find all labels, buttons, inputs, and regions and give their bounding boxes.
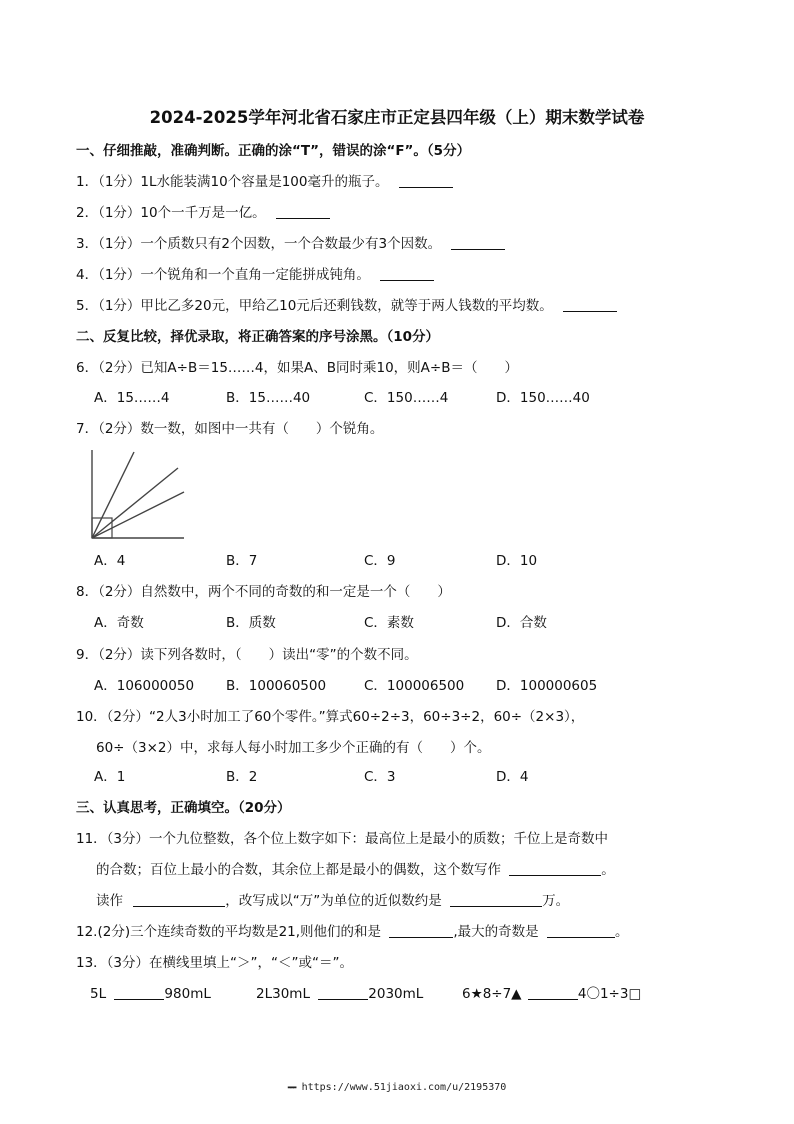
q8-option-b[interactable]: B．质数 [226, 615, 276, 631]
q11-read-blank[interactable] [133, 892, 225, 907]
q13-item-3-blank[interactable] [528, 985, 578, 1000]
question-13: 13．（3分）在横线里填上“＞”，“＜”或“＝”。 [76, 955, 353, 971]
q12-max-blank[interactable] [547, 923, 615, 938]
q13-item-3 [462, 985, 641, 1003]
q8-option-c[interactable]: C．素数 [364, 615, 414, 631]
question-1-text: 1．（1分）1L水能装满10个容量是100毫升的瓶子。 [76, 174, 389, 190]
q11-approx-label: ，改写成以“万”为单位的近似数约是 [225, 893, 442, 909]
answer-blank-5[interactable] [563, 297, 617, 312]
question-8: 8．（2分）自然数中，两个不同的奇数的和一定是一个（ ） [76, 584, 451, 600]
q6-option-b[interactable]: B．15……40 [226, 390, 311, 406]
question-2-text: 2．（1分）10个一千万是一亿。 [76, 205, 266, 221]
q9-option-c[interactable]: C．100006500 [364, 678, 465, 694]
question-12 [76, 923, 628, 941]
q10-option-a[interactable]: A．1 [94, 769, 126, 785]
page-title: 2024-2025学年河北省石家庄市正定县四年级（上）期末数学试卷 [149, 108, 645, 127]
ray-3 [92, 492, 184, 538]
question-11-line-1: 11．（3分）一个九位整数，各个位上数字如下：最高位上是最小的质数；千位上是奇数中 [76, 831, 609, 847]
question-4-text: 4．（1分）一个锐角和一个直角一定能拼成钝角。 [76, 267, 370, 283]
section-1-heading: 一、仔细推敲，准确判断。正确的涂“T”，错误的涂“F”。（5分） [76, 143, 471, 159]
section-2-heading: 二、反复比较，择优录取，将正确答案的序号涂黑。（10分） [76, 329, 440, 345]
answer-blank-2[interactable] [276, 204, 330, 219]
question-3 [76, 235, 505, 253]
answer-blank-3[interactable] [451, 235, 505, 250]
q11-line-2-text: 的合数；百位上最小的合数，其余位上都是最小的偶数，这个数写作 [96, 862, 501, 878]
question-11-line-2 [96, 861, 615, 879]
q13-item-1-right: 980mL [164, 986, 211, 1002]
q13-item-2-left: 2L30mL [256, 986, 310, 1002]
q9-option-a[interactable]: A．106000050 [94, 678, 195, 694]
q12-text: 12.(2分)三个连续奇数的平均数是21,则他们的和是 [76, 924, 382, 940]
question-6: 6．（2分）已知A÷B＝15……4，如果A、B同时乘10，则A÷B＝（ ） [76, 360, 518, 376]
q13-item-1 [90, 985, 211, 1003]
q13-item-1-left: 5L [90, 986, 107, 1002]
q6-option-d[interactable]: D．150……40 [496, 390, 590, 406]
footer [0, 1082, 794, 1093]
q11-unit-label: 万。 [542, 893, 570, 909]
q12-max-label: ,最大的奇数是 [453, 924, 539, 940]
q13-item-2-right: 2030mL [368, 986, 424, 1002]
question-10-line-2: 60÷（3×2）中，求每人每小时加工多少个正确的有（ ）个。 [96, 740, 491, 756]
section-3-heading: 三、认真思考，正确填空。（20分） [76, 800, 291, 816]
q6-option-a[interactable]: A．15……4 [94, 390, 170, 406]
question-4 [76, 266, 434, 284]
q13-item-2-blank[interactable] [318, 985, 368, 1000]
q11-written-number-blank[interactable] [509, 861, 601, 876]
q10-option-c[interactable]: C．3 [364, 769, 396, 785]
ray-1 [92, 452, 134, 538]
footer-url[interactable]: https://www.51jiaoxi.com/u/2195370 [301, 1082, 507, 1093]
q13-item-3-left: 6★8÷7▲ [462, 986, 522, 1002]
question-2 [76, 204, 330, 222]
question-11-line-3 [96, 892, 569, 910]
question-10-line-1: 10．（2分）“2人3小时加工了60个零件。”算式60÷2÷3，60÷3÷2，60÷（2×3）， [76, 709, 585, 725]
q8-option-d[interactable]: D．合数 [496, 615, 547, 631]
q13-item-3-right: 4〇1÷3□ [577, 986, 642, 1002]
q7-option-d[interactable]: D．10 [496, 553, 538, 569]
q10-option-b[interactable]: B．2 [226, 769, 258, 785]
ray-2 [92, 468, 178, 538]
q12-end: 。 [614, 924, 629, 940]
q9-option-d[interactable]: D．100000605 [496, 678, 598, 694]
q7-option-c[interactable]: C．9 [364, 553, 396, 569]
q13-item-2 [256, 985, 423, 1003]
q8-option-a[interactable]: A．奇数 [94, 615, 144, 631]
q11-read-label: 读作 [96, 893, 123, 909]
q12-sum-blank[interactable] [389, 923, 453, 938]
answer-blank-4[interactable] [380, 266, 434, 281]
q11-line-2-end: 。 [601, 862, 615, 878]
question-9: 9．（2分）读下列各数时，（ ）读出“零”的个数不同。 [76, 647, 418, 663]
q6-option-c[interactable]: C．150……4 [364, 390, 449, 406]
question-7: 7．（2分）数一数，如图中一共有（ ）个锐角。 [76, 421, 384, 437]
q11-approx-blank[interactable] [450, 892, 542, 907]
answer-blank-1[interactable] [399, 173, 453, 188]
q13-item-1-blank[interactable] [114, 985, 164, 1000]
q7-option-a[interactable]: A．4 [94, 553, 126, 569]
question-3-text: 3．（1分）一个质数只有2个因数，一个合数最少有3个因数。 [76, 236, 442, 252]
footer-logo-mark: ▬▬▬ [287, 1084, 296, 1091]
question-1 [76, 173, 453, 191]
q10-option-d[interactable]: D．4 [496, 769, 529, 785]
q7-option-b[interactable]: B．7 [226, 553, 258, 569]
question-5-text: 5．（1分）甲比乙多20元，甲给乙10元后还剩钱数，就等于两人钱数的平均数。 [76, 298, 553, 314]
q9-option-b[interactable]: B．100060500 [226, 678, 327, 694]
angle-figure [88, 448, 188, 544]
question-5 [76, 297, 617, 315]
